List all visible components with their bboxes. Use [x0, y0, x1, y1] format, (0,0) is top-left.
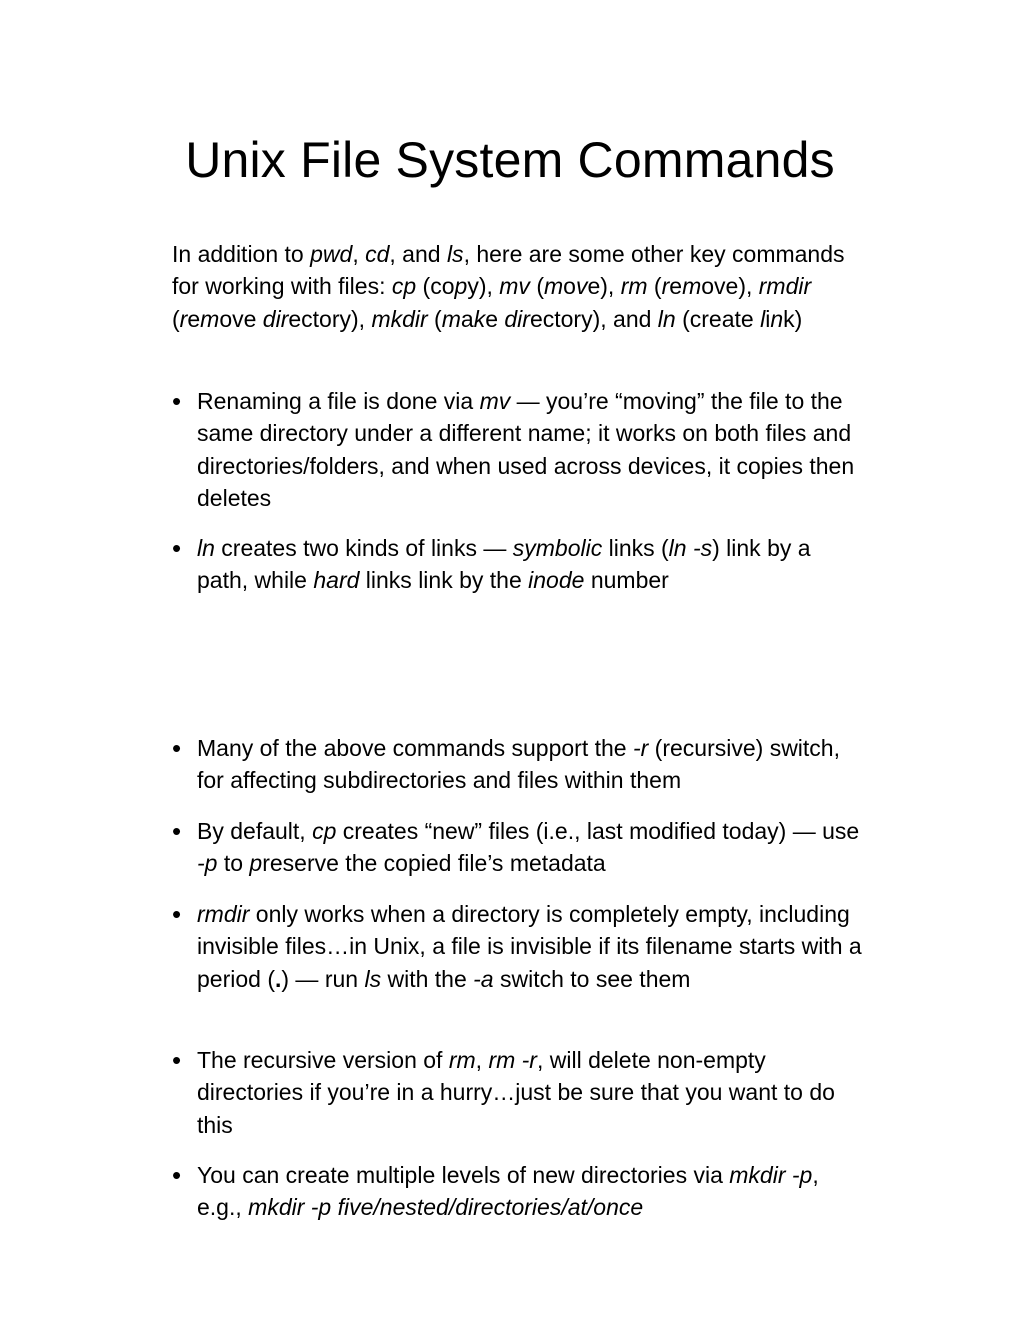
bullet-text: You can create multiple levels of new directories via mkdir -p, e.g., mkdir -p five/nested/directories/at/once — [197, 1162, 819, 1221]
italic-term: -r — [632, 735, 649, 761]
italic-term: k — [473, 305, 486, 332]
bullet-item — [172, 532, 862, 597]
bold-term: . — [274, 965, 282, 992]
slide-title: Unix File System Commands — [185, 132, 835, 188]
bullet-dot: • — [172, 733, 182, 763]
bullet-item — [172, 1159, 862, 1224]
italic-term: -a — [473, 965, 494, 992]
italic-term: l — [760, 305, 766, 332]
italic-term: symbolic — [512, 535, 603, 561]
italic-term: ln -s — [668, 535, 713, 561]
intro-paragraph: In addition to pwd, cd, and ls, here are some other key commands for working with files: cp (copy), mv (move), rm (remove), rmdir (remove directory), mkdir (make directory), and ln (create link) — [172, 241, 845, 332]
italic-term: ln — [197, 535, 215, 561]
italic-term: m — [200, 305, 220, 332]
italic-term: mkdir -p — [729, 1162, 813, 1188]
italic-term: cp — [391, 273, 417, 300]
bullet-dot: • — [172, 533, 182, 563]
italic-term: n — [770, 305, 784, 332]
bullet-dot: • — [172, 1160, 182, 1190]
italic-term: mv — [479, 388, 511, 414]
italic-term: rm — [620, 273, 648, 300]
bullet-item — [172, 385, 862, 514]
bullet-dot: • — [172, 899, 182, 929]
bullet-text: By default, cp creates “new” files (i.e., last modified today) — use -p to preserve the copied file’s metadata — [197, 818, 860, 877]
italic-term: dir — [504, 305, 530, 332]
italic-term: hard — [313, 567, 360, 594]
italic-term: rmdir — [197, 901, 250, 927]
italic-term: rm -r — [488, 1047, 537, 1073]
bullet-dot: • — [172, 816, 182, 846]
italic-term: m — [682, 273, 702, 300]
italic-term: -p — [197, 850, 218, 877]
italic-term: pwd — [310, 241, 353, 267]
italic-term: r — [661, 273, 670, 300]
bullet-item — [172, 1044, 862, 1141]
italic-term: ls — [364, 965, 382, 992]
bullet-text: Renaming a file is done via mv — you’re “moving” the file to the same directory under a different name; it works on both files and directories/folders, and when used across devices, it copies then deletes — [197, 388, 855, 511]
italic-term: ls — [446, 241, 464, 267]
bullet-item — [172, 815, 862, 880]
italic-term: m — [441, 305, 461, 332]
italic-term: inode — [528, 567, 585, 594]
italic-term: p — [454, 273, 468, 300]
italic-term: cd — [365, 241, 390, 267]
italic-term: r — [179, 305, 188, 332]
bullet-text: ln creates two kinds of links — symbolic links (ln -s) link by a path, while hard links link by the inode number — [197, 535, 811, 594]
bullet-item — [172, 732, 862, 797]
italic-term: mkdir -p five/nested/directories/at/once — [248, 1194, 644, 1221]
bullet-dot: • — [172, 1045, 182, 1075]
italic-term: v — [575, 273, 588, 300]
bullet-text: The recursive version of rm, rm -r, will delete non-empty directories if you’re in a hurry…just be sure that you want to do this — [197, 1047, 835, 1138]
bullet-text: Many of the above commands support the -r (recursive) switch, for affecting subdirectories and files within them — [197, 735, 840, 794]
italic-term: rmdir — [758, 273, 812, 300]
italic-term: m — [544, 273, 564, 300]
italic-term: rm — [448, 1047, 476, 1073]
italic-term: mv — [499, 273, 530, 300]
italic-term: cp — [312, 818, 337, 844]
italic-term: mkdir — [371, 305, 428, 332]
italic-term: p — [249, 850, 263, 877]
italic-term: dir — [262, 305, 289, 332]
bullet-item — [172, 898, 862, 995]
bullet-dot: • — [172, 386, 182, 416]
bullet-text: rmdir only works when a directory is completely empty, including invisible files…in Unix, a file is invisible if its filename starts with a period (.) — run ls with the -a switch to see them — [197, 901, 862, 992]
italic-term: ln — [657, 305, 676, 332]
